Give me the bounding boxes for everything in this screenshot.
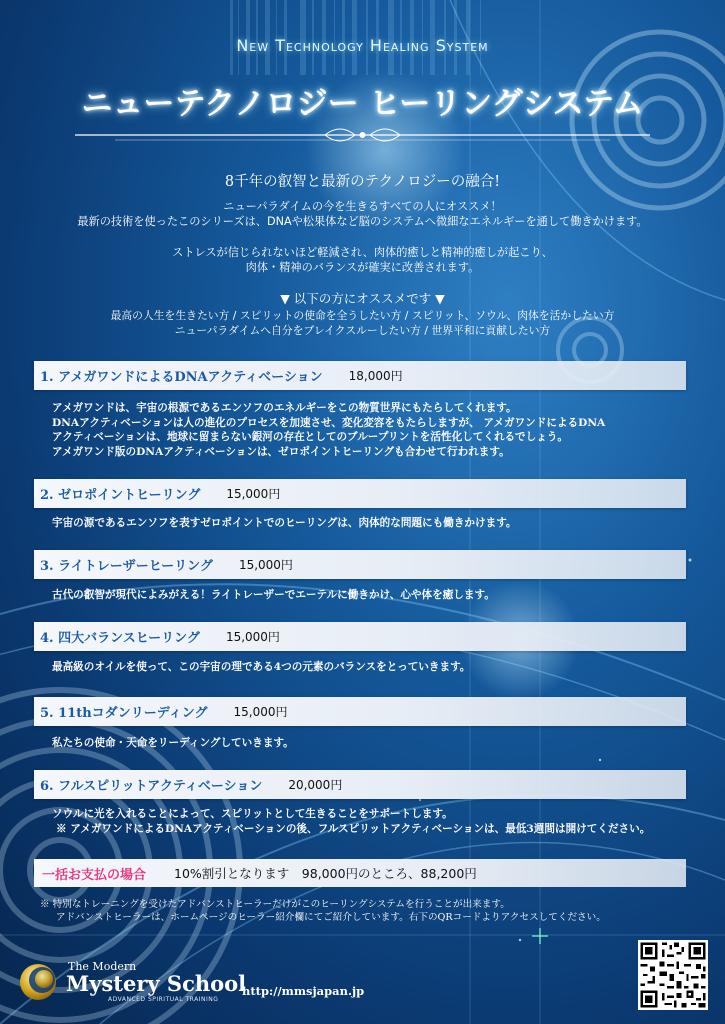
description-line: 宇宙の源であるエンソフを表すゼロポイントでのヒーリングは、肉体的な問題にも働きかけます。 (52, 517, 517, 529)
description-line: 私たちの使命・天命をリーディングしていきます。 (52, 737, 294, 749)
service-header (34, 479, 686, 508)
page-title: ニューテクノロジー ヒーリングシステム (81, 86, 644, 122)
title-ornament (75, 124, 650, 154)
service-price: 18,000円 (348, 369, 403, 383)
description-line: アメガワンド版のDNAアクティベーションは、ゼロポイントヒーリングも合わせて行われます。 (52, 445, 510, 458)
payment-label: 一括お支払の場合 (42, 867, 147, 883)
qr-code-icon[interactable] (638, 940, 708, 1010)
description-line: ※ アメガワンドによるDNAアクティベーションの後、フルスピリットアクティベーションは、最低3週間は開けてください。 (56, 822, 651, 835)
logo-main-text: Mystery School (66, 971, 247, 996)
intro-line: 肉体・精神のバランスが確実に改善されます。 (245, 261, 480, 274)
description-line: 最高級のオイルを使って、この宇宙の理である4つの元素のバランスをとっていきます。 (52, 661, 471, 673)
intro-line: ニューパラダイムの今を生きるすべての人にオススメ！ (223, 200, 502, 213)
description-line: アクティベーションは、地球に留まらない銀河の存在としてのブループリントを活性化してくれるでしょう。 (52, 431, 569, 443)
logo-tagline: ADVANCED SPIRITUAL TRAINING (108, 996, 219, 1003)
payment-text: 10%割引となります 98,000円のところ、88,200円 (174, 866, 477, 881)
intro-line: 最新の技術を使ったこのシリーズは、DNAや松果体など脳のシステムへ微細なエネルギーを通して働きかけます。 (77, 215, 648, 228)
service-name: 3. ライトレーザーヒーリング (40, 559, 213, 574)
service-description (52, 401, 692, 459)
tagline: 8千年の叡智と最新のテクノロジーの融合! (224, 174, 501, 190)
description-line: DNAアクティベーションは人の進化のプロセスを加速させ、変化変容をもたらしますが、 アメガワンドによるDNA (52, 416, 606, 429)
service-name: 6. フルスピリットアクティベーション (40, 779, 263, 794)
subtitle-english: New Technology Healing System (236, 36, 489, 55)
recommend-line: 最高の人生を生きたい方 / スピリットの使命を全うしたい方 / スピリット、ソウル、肉体を活かしたい方 (110, 309, 615, 322)
service-description (52, 736, 692, 751)
service-price: 15,000円 (233, 705, 288, 719)
service-description (52, 660, 692, 675)
footnote-line: アドバンストヒーラーは、ホームページのヒーラー紹介欄にてご紹介しています。右下のQRコードよりアクセスしてください。 (56, 912, 606, 923)
service-price: 15,000円 (238, 558, 293, 572)
service-description (52, 516, 692, 531)
service-price: 20,000円 (288, 778, 343, 792)
intro-line: ストレスが信じられないほど軽減され、肉体的癒しと精神的癒しが起こり、 (172, 246, 553, 259)
website-link[interactable]: http://mmsjapan.jp (242, 984, 365, 998)
service-description (52, 807, 692, 836)
service-header (34, 770, 686, 799)
footnotes (40, 898, 700, 924)
service-price: 15,000円 (225, 630, 280, 644)
service-name: 4. 四大バランスヒーリング (40, 631, 200, 646)
recommend-heading: ▼ 以下の方にオススメです ▼ (280, 291, 445, 306)
footnote-line: ※ 特別なトレーニングを受けたアドバンストヒーラーだけがこのヒーリングシステムを行うことが出来ます。 (40, 899, 510, 910)
payment-banner (34, 859, 686, 887)
service-header (34, 550, 686, 579)
service-name: 5. 11thコダンリーディング (40, 706, 208, 721)
recommend-line: ニューパラダイムへ自分をブレイクスルーしたい方 / 世界平和に貢献したい方 (174, 324, 551, 337)
school-logo (18, 958, 247, 1006)
service-name: 1. アメガワンドによるDNAアクティベーション (40, 370, 323, 385)
service-price: 15,000円 (226, 487, 281, 501)
service-name: 2. ゼロポイントヒーリング (40, 488, 201, 503)
service-description (52, 588, 692, 603)
description-line: アメガワンドは、宇宙の根源であるエンソフのエネルギーをこの物質世界にもたらしてくれます。 (52, 402, 517, 414)
logo-small-text: The Modern (68, 960, 137, 973)
service-header (34, 622, 686, 651)
service-header (34, 697, 686, 726)
description-line: 古代の叡智が現代によみがえる！ライトレーザーでエーテルに働きかけ、心や体を癒します。 (52, 589, 495, 601)
service-header (34, 361, 686, 390)
description-line: ソウルに光を入れることによって、スピリットとして生きることをサポートします。 (52, 808, 453, 820)
logo-emblem-icon (18, 962, 58, 1002)
